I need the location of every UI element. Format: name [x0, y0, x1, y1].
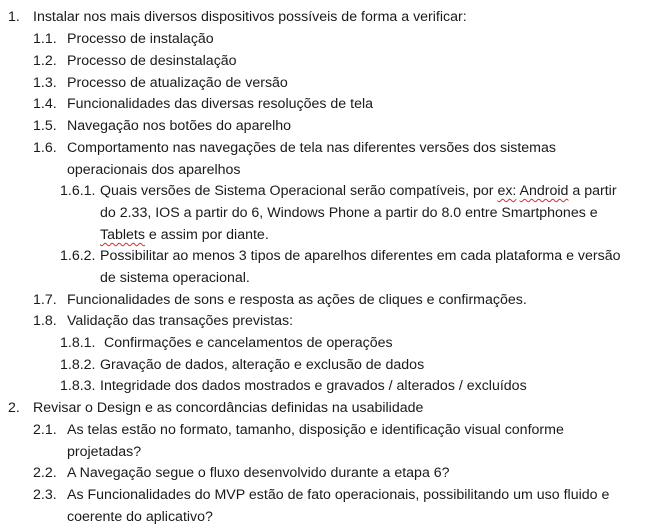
item-number: 2.3.: [33, 487, 57, 503]
item-text: Processo de atualização de versão: [67, 75, 288, 91]
text-fragment: e assim por diante.: [144, 227, 269, 243]
spellcheck-word: Android: [519, 183, 569, 199]
item-number: 1.8.: [33, 313, 57, 329]
item-number: 1.8.2.: [60, 357, 96, 373]
item-text: As telas estão no formato, tamanho, disposição e identificação visual conforme: [67, 422, 564, 438]
item-number: 1.5.: [33, 118, 57, 134]
item-text: Processo de desinstalação: [67, 53, 237, 69]
item-text: do 2.33, IOS a partir do 6, Windows Phone a partir do 8.0 entre Smartphones e: [100, 205, 598, 221]
item-text: A Navegação segue o fluxo desenvolvido durante a etapa 6?: [67, 465, 450, 481]
item-text: Processo de instalação: [67, 31, 214, 47]
item-text: Integridade dos dados mostrados e gravados / alterados / excluídos: [100, 378, 527, 394]
item-text: Confirmações e cancelamentos de operações: [104, 335, 393, 351]
item-text: [100, 180, 617, 202]
item-number: 1.2.: [33, 53, 57, 69]
item-text: Validação das transações previstas:: [67, 313, 294, 329]
item-number: 1.: [8, 9, 20, 25]
text-fragment: a partir: [568, 183, 617, 199]
item-text: Navegação nos botões do aparelho: [67, 118, 292, 134]
item-number: 1.6.1.: [60, 183, 96, 199]
item-number: 1.6.2.: [60, 248, 96, 264]
item-text: Comportamento nas navegações de tela nas diferentes versões dos sistemas: [67, 140, 556, 156]
item-text: Revisar o Design e as concordâncias definidas na usabilidade: [33, 400, 424, 416]
item-number: 1.6.: [33, 140, 57, 156]
item-text: operacionais dos aparelhos: [67, 162, 241, 178]
item-text: coerente do aplicativo?: [67, 509, 213, 525]
item-number: 1.8.3.: [60, 378, 96, 394]
item-number: 2.: [8, 400, 20, 416]
item-number: 1.1.: [33, 31, 57, 47]
item-text: Instalar nos mais diversos dispositivos possíveis de forma a verificar:: [33, 9, 467, 25]
item-text: Funcionalidades de sons e resposta as ações de cliques e confirmações.: [67, 292, 527, 308]
item-text: Possibilitar ao menos 3 tipos de aparelhos diferentes em cada plataforma e versão: [100, 248, 621, 264]
text-fragment: Quais versões de Sistema Operacional serão compatíveis, por: [100, 183, 498, 199]
item-number: 1.3.: [33, 75, 57, 91]
item-number: 2.2.: [33, 465, 57, 481]
item-number: 1.8.1.: [60, 335, 96, 351]
spellcheck-word: ex:: [497, 183, 517, 199]
item-text: Funcionalidades das diversas resoluções de tela: [67, 96, 374, 112]
item-text: projetadas?: [67, 444, 142, 460]
item-text: de sistema operacional.: [100, 270, 250, 286]
item-number: 1.4.: [33, 96, 57, 112]
item-text: As Funcionalidades do MVP estão de fato operacionais, possibilitando um uso fluido e: [67, 487, 610, 503]
item-text: [100, 224, 269, 246]
item-number: 1.7.: [33, 292, 57, 308]
item-text: Gravação de dados, alteração e exclusão de dados: [100, 357, 425, 373]
item-number: 2.1.: [33, 422, 57, 438]
spellcheck-word: Tablets: [100, 227, 145, 243]
